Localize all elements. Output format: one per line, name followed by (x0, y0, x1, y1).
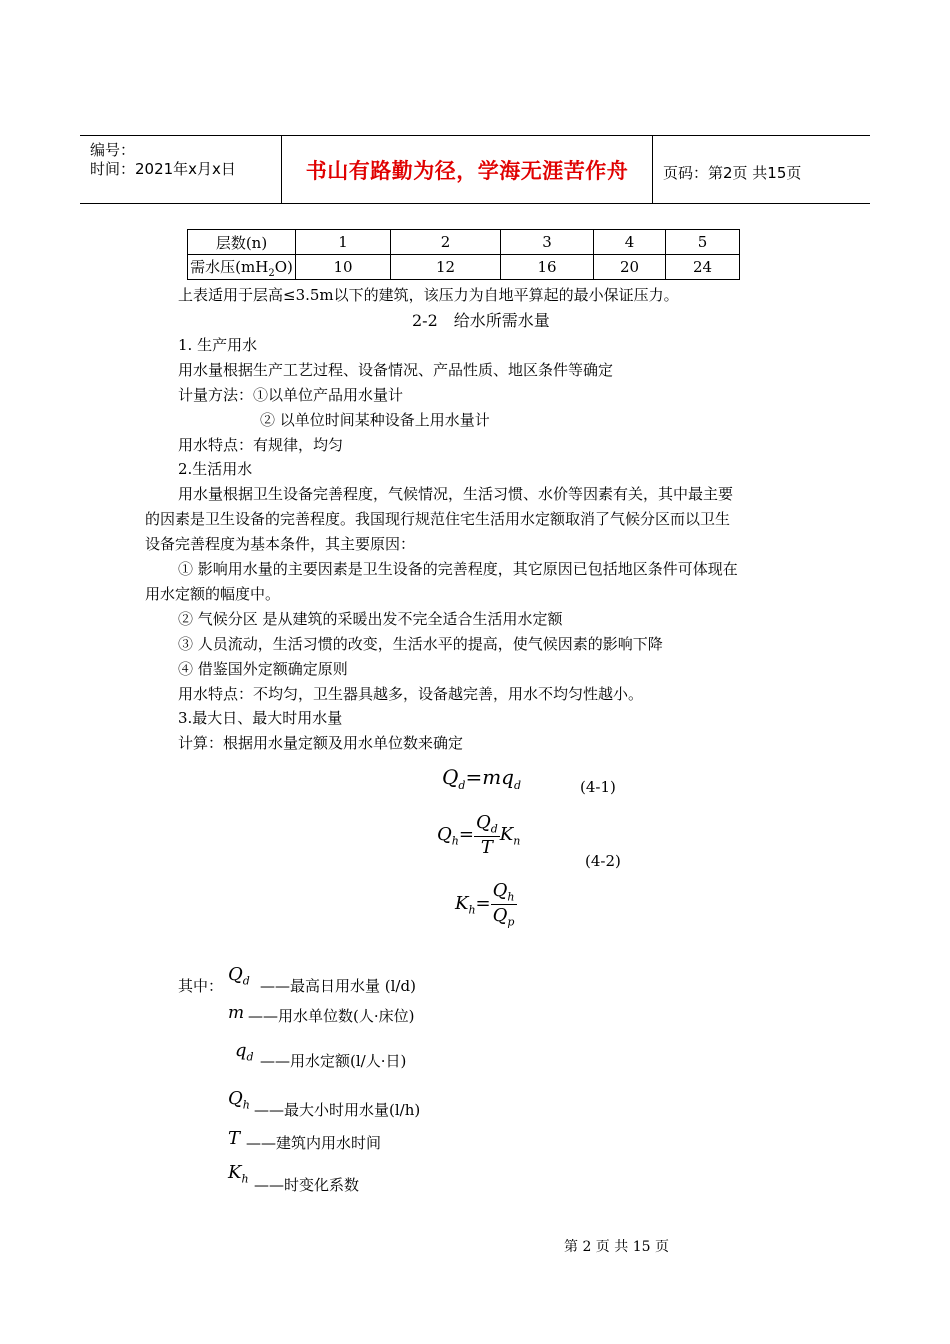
s2-para-line: 设备完善程度为基本条件，其主要原因： (145, 535, 416, 553)
header-divider-right (652, 135, 653, 203)
table-cell: 12 (391, 255, 501, 280)
s2-heading: 2.生活用水 (178, 460, 253, 478)
symbol-qd: $Q_d$ (228, 964, 250, 988)
table-cell (188, 255, 296, 280)
s3-calc: 计算：根据用水量定额及用水单位数来确定 (178, 734, 464, 752)
s2-feature: 用水特点：不均匀，卫生器具越多，设备越完善，用水不均匀性越小。 (178, 685, 644, 703)
def-t: ——建筑内用水时间 (246, 1134, 382, 1152)
symbol-m: m (228, 1003, 245, 1023)
def-qd-small: ——用水定额(l/人·日) (260, 1052, 407, 1070)
s2-para-line: 用水量根据卫生设备完善程度，气候情况，生活习惯、水价等因素有关，其中最主要 (178, 485, 734, 503)
s1-method1: 计量方法：①以单位产品用水量计 (178, 386, 404, 404)
header-motto: 书山有路勤为径，学海无涯苦作舟 (305, 159, 629, 183)
table-row (188, 255, 740, 280)
table-row (188, 230, 740, 255)
header-top-rule (80, 135, 870, 136)
def-qd: ——最高日用水量 (l/d) (260, 977, 416, 995)
s1-line1: 用水量根据生产工艺过程、设备情况、产品性质、地区条件等确定 (178, 361, 614, 379)
pressure-label-sub: 2 (268, 267, 275, 279)
page-footer: 第 2 页 共 15 页 (564, 1239, 669, 1255)
table-cell: 5 (666, 230, 740, 255)
def-kh: ——时变化系数 (254, 1176, 360, 1194)
s2-para-line: 的因素是卫生设备的完善程度。我国现行规范住宅生活用水定额取消了气候分区而以卫生 (145, 510, 731, 528)
symbol-qh: $Q_h$ (228, 1088, 250, 1112)
def-m: ——用水单位数(人·床位) (248, 1007, 415, 1025)
table-cell: 10 (296, 255, 391, 280)
s1-feature: 用水特点：有规律，均匀 (178, 436, 344, 454)
equation-number: (4-1) (580, 778, 616, 796)
table-cell: 层数(n) (188, 230, 296, 255)
table-cell: 16 (501, 255, 594, 280)
equation-4-2: $Q_h=$ $\frac{Q_d}{T}$ $K_n$ (437, 812, 521, 858)
s1-method2: ② 以单位时间某种设备上用水量计 (260, 411, 490, 429)
table-note: 上表适用于层高≤3.5m以下的建筑，该压力为自地平算起的最小保证压力。 (178, 286, 679, 304)
defs-intro: 其中： (178, 977, 224, 995)
header-bottom-rule (80, 203, 870, 204)
serial-label: 编号： (90, 141, 136, 159)
s2-reason1-cont: 用水定额的幅度中。 (145, 585, 281, 603)
table-cell: 24 (666, 255, 740, 280)
table-cell: 20 (594, 255, 666, 280)
equation-kh: $K_h=$ $\frac{Q_h}{Q_p}$ (455, 880, 515, 929)
pressure-table (187, 229, 740, 280)
page-info: 页码：第2页 共15页 (663, 164, 802, 182)
symbol-qd-small: $q_d$ (235, 1040, 254, 1064)
section-title: 2-2 给水所需水量 (412, 311, 550, 330)
s2-reason3: ③ 人员流动，生活习惯的改变，生活水平的提高，使气候因素的影响下降 (178, 635, 663, 653)
time-label: 时间：2021年x月x日 (90, 160, 236, 178)
table-cell: 1 (296, 230, 391, 255)
s2-reason2: ② 气候分区 是从建筑的采暖出发不完全适合生活用水定额 (178, 610, 563, 628)
table-cell: 4 (594, 230, 666, 255)
table-cell: 3 (501, 230, 594, 255)
s2-reason1: ① 影响用水量的主要因素是卫生设备的完善程度，其它原因已包括地区条件可体现在 (178, 560, 738, 578)
pressure-label-end: O) (274, 257, 293, 276)
symbol-t: T (228, 1128, 241, 1149)
s1-heading: 1. 生产用水 (178, 336, 258, 354)
s3-heading: 3.最大日、最大时用水量 (178, 709, 343, 727)
table-cell: 2 (391, 230, 501, 255)
s2-reason4: ④ 借鉴国外定额确定原则 (178, 660, 348, 678)
equation-number: (4-2) (585, 852, 621, 870)
pressure-label: 需水压(mH (190, 257, 269, 276)
equation-4-1: $Q_d=mq_d$ (442, 765, 522, 792)
symbol-kh: $K_h$ (228, 1162, 249, 1186)
def-qh: ——最大小时用水量(l/h) (254, 1101, 421, 1119)
